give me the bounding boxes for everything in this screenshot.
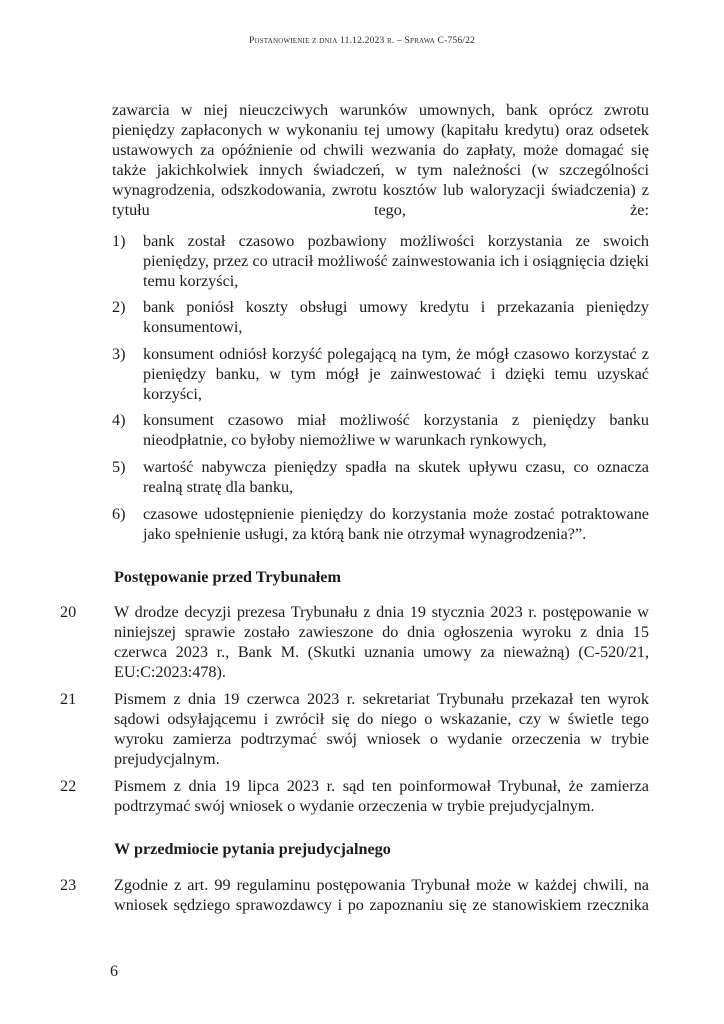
paragraph-number: 20 [60, 603, 77, 621]
list-text: czasowe udostępnienie pieniędzy do korzystania może zostać potraktowane jako spełnienie usługi, za którą bank nie otrzymał wynagrodzenia?”. [143, 505, 649, 543]
list-text: bank poniósł koszty obsługi umowy kredytu i przekazania pieniędzy konsumentowi, [143, 298, 649, 336]
list-number: 5) [112, 458, 126, 476]
list-number: 2) [112, 298, 126, 316]
paragraph-number: 22 [60, 777, 77, 795]
list-text: bank został czasowo pozbawiony możliwości korzystania ze swoich pieniędzy, przez co utracił możliwość zainwestowania ich i osiągnięcia dzięki temu korzyści, [143, 232, 649, 290]
section-heading: Postępowanie przed Trybunałem [114, 568, 341, 586]
running-header: Postanowienie z dnia 11.12.2023 r. – Sprawa C-756/22 [248, 36, 476, 46]
list-number: 3) [112, 345, 126, 363]
list-number: 1) [112, 232, 126, 250]
paragraph-text: Zgodnie z art. 99 regulaminu postępowania Trybunał może w każdej chwili, na wniosek sędziego sprawozdawcy i po zapoznaniu się ze stanowiskiem rzecznika [114, 876, 649, 914]
list-text: wartość nabywcza pieniędzy spadła na skutek upływu czasu, co oznacza realną stratę dla banku, [143, 458, 649, 496]
list-text: konsument czasowo miał możliwość korzystania z pieniędzy banku nieodpłatnie, co byłoby niemożliwe w warunkach rynkowych, [143, 411, 649, 449]
paragraph-number: 21 [60, 690, 77, 708]
list-text: konsument odniósł korzyść polegającą na tym, że mógł czasowo korzystać z pieniędzy banku, w tym mógł je zainwestować i dzięki temu uzyskać korzyści, [143, 345, 649, 403]
paragraph-text: Pismem z dnia 19 czerwca 2023 r. sekretariat Trybunału przekazał ten wyrok sądowi odsyłającemu i zwrócił się do niego o wskazanie, czy w świetle tego wyroku zamierza podtrzymać swój wniosek o wydanie orzeczenia w trybie prejudycjalnym. [114, 690, 649, 768]
paragraph-text: Pismem z dnia 19 lipca 2023 r. sąd ten poinformował Trybunał, że zamierza podtrzymać swój wniosek o wydanie orzeczenia w trybie prejudycjalnym. [114, 777, 649, 815]
page-number: 6 [110, 963, 118, 980]
section-heading: W przedmiocie pytania prejudycjalnego [114, 840, 391, 858]
intro-paragraph: zawarcia w niej nieuczciwych warunków umownych, bank oprócz zwrotu pieniędzy zapłaconych w wykonaniu tej umowy (kapitału kredytu) oraz odsetek ustawowych za opóźnienie od chwili wezwania do zapłaty, może domagać się także jakichkolwiek innych świadczeń, w tym należności (w szczególności wynagrodzenia, odszkodowania, zwrotu kosztów lub waloryzacji świadczenia) z tytułu tego, że: [112, 101, 649, 219]
paragraph-text: W drodze decyzji prezesa Trybunału z dnia 19 stycznia 2023 r. postępowanie w niniejszej sprawie zostało zawieszone do dnia ogłoszenia wyroku z dnia 15 czerwca 2023 r., Bank M. (Skutki uznania umowy za nieważną) (C-520/21, EU:C:2023:478). [114, 603, 649, 681]
list-number: 6) [112, 505, 126, 523]
list-number: 4) [112, 411, 126, 429]
paragraph-number: 23 [60, 876, 77, 894]
